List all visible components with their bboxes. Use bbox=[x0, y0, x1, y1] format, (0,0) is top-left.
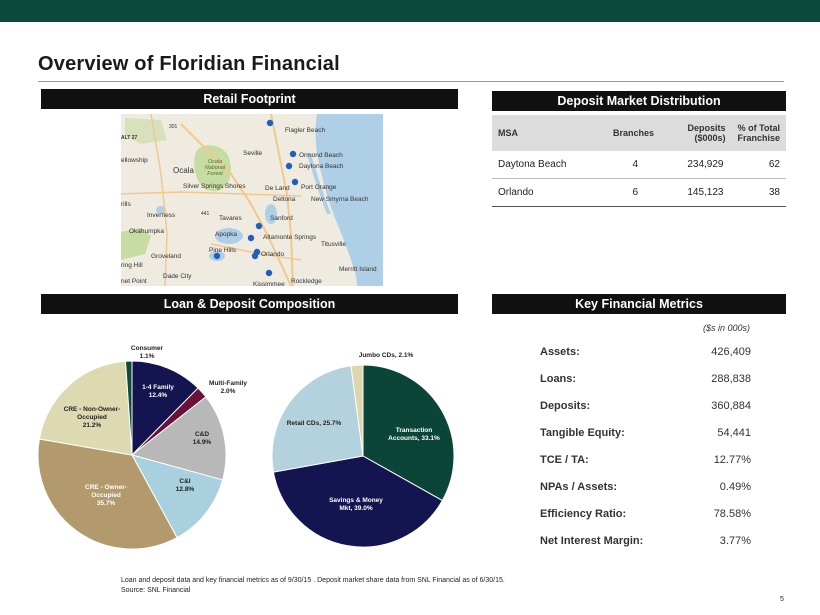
top-banner bbox=[0, 0, 820, 22]
pie-data-label: CRE - Owner- Occupied 35.7% bbox=[85, 484, 127, 507]
metric-value: 3.77% bbox=[719, 535, 751, 547]
metric-value: 288,838 bbox=[711, 373, 751, 385]
metric-row bbox=[540, 535, 751, 549]
map-label: Pine Hills bbox=[209, 247, 237, 254]
metric-row bbox=[540, 481, 751, 495]
pie-data-label: Savings & Money Mkt, 39.0% bbox=[329, 497, 383, 512]
metric-value: 0.49% bbox=[719, 481, 751, 493]
table-cell: 145,123 bbox=[687, 187, 724, 198]
map-label: Groveland bbox=[151, 253, 181, 260]
pie-data-label: C&D 14.9% bbox=[192, 431, 212, 446]
metric-label: TCE / TA: bbox=[540, 454, 589, 466]
col-pct-franchise: % of Total Franchise bbox=[731, 115, 786, 151]
branch-marker bbox=[256, 223, 262, 229]
map-label: Titusville bbox=[321, 241, 347, 248]
metric-row bbox=[540, 400, 751, 414]
branch-marker bbox=[286, 163, 292, 169]
map-label: New Smyrna Beach bbox=[311, 196, 369, 203]
deposit-market-header: Deposit Market Distribution bbox=[492, 91, 786, 111]
map-label: Ormond Beach bbox=[299, 152, 343, 159]
key-metrics-header: Key Financial Metrics bbox=[492, 294, 786, 314]
pie-slice-retail-cds bbox=[272, 366, 363, 472]
page-number: 5 bbox=[780, 596, 784, 603]
table-cell: 38 bbox=[768, 187, 780, 198]
map-label: Inverness bbox=[147, 212, 176, 219]
map-label: Tavares bbox=[219, 215, 242, 222]
table-row bbox=[492, 179, 786, 207]
map-label: Ocala bbox=[173, 166, 194, 175]
map-label: Ocala National Forest bbox=[204, 159, 226, 177]
col-msa: MSA bbox=[492, 115, 589, 151]
table-cell: 6 bbox=[632, 187, 639, 198]
map-label: Kissimmee bbox=[253, 281, 285, 286]
metric-value: 360,884 bbox=[711, 400, 751, 412]
metric-label: Assets: bbox=[540, 346, 580, 358]
map-label: Altamonte Springs bbox=[263, 234, 317, 241]
pie-data-label: Multi-Family 2.0% bbox=[209, 380, 247, 395]
col-deposits: Deposits ($000s) bbox=[660, 115, 731, 151]
table-row bbox=[492, 151, 786, 179]
map-label: Sanford bbox=[270, 215, 293, 222]
metric-label: NPAs / Assets: bbox=[540, 481, 618, 493]
metric-label: Net Interest Margin: bbox=[540, 535, 644, 547]
retail-footprint-header: Retail Footprint bbox=[41, 89, 458, 109]
map-label: Merritt Island bbox=[339, 266, 377, 273]
title-divider bbox=[38, 81, 784, 82]
table-cell: 4 bbox=[589, 151, 660, 179]
map-label: Orlando bbox=[261, 251, 285, 258]
map-label: ring Hill bbox=[121, 262, 143, 269]
table-cell: 62 bbox=[731, 151, 786, 179]
branch-marker bbox=[292, 179, 298, 185]
table-cell: Orlando bbox=[498, 187, 534, 198]
pie-data-label: Jumbo CDs, 2.1% bbox=[358, 352, 414, 359]
map-label: rills bbox=[121, 201, 131, 208]
branch-marker bbox=[267, 120, 273, 126]
metric-label: Loans: bbox=[540, 373, 577, 385]
table-cell: 234,929 bbox=[660, 151, 731, 179]
metric-label: Tangible Equity: bbox=[540, 427, 625, 439]
table-header-row bbox=[492, 115, 786, 151]
footnote-source: Source: SNL Financial bbox=[121, 587, 191, 594]
pie-data-label: Transaction Accounts, 33.1% bbox=[388, 427, 440, 442]
branch-marker bbox=[248, 235, 254, 241]
map-label: Port Orange bbox=[301, 184, 337, 191]
branch-marker bbox=[252, 253, 258, 259]
map-label: ellowship bbox=[121, 157, 148, 164]
deposit-market-table bbox=[492, 115, 786, 207]
map-label: Rockledge bbox=[291, 278, 322, 285]
loan-composition-pie bbox=[30, 340, 240, 555]
branch-marker bbox=[266, 270, 272, 276]
map-label: Deltona bbox=[273, 196, 296, 203]
metric-row bbox=[540, 346, 751, 360]
metric-label: Efficiency Ratio: bbox=[540, 508, 627, 520]
branch-marker bbox=[290, 151, 296, 157]
footnote-line-1: Loan and deposit data and key financial metrics as of 9/30/15 . Deposit market share data from SNL Financial as of 6/30/15. bbox=[121, 577, 505, 584]
map-label: Daytona Beach bbox=[299, 163, 344, 170]
map-label: Okahumpka bbox=[129, 228, 165, 235]
deposit-composition-pie bbox=[262, 355, 467, 555]
pie-data-label: 1-4 Family 12.4% bbox=[142, 384, 174, 399]
metric-value: 426,409 bbox=[711, 346, 751, 358]
map-label: Seville bbox=[243, 150, 263, 157]
metric-row bbox=[540, 454, 751, 468]
metric-value: 78.58% bbox=[713, 508, 751, 520]
col-branches: Branches bbox=[589, 115, 660, 151]
pie-data-label: Consumer 1.1% bbox=[130, 345, 164, 360]
pie-data-label: Retail CDs, 25.7% bbox=[286, 420, 342, 427]
metric-value: 54,441 bbox=[717, 427, 751, 439]
metric-value: 12.77% bbox=[713, 454, 751, 466]
map-label: Apopka bbox=[215, 231, 238, 238]
pie-data-label: CRE - Non-Owner- Occupied 21.2% bbox=[63, 406, 121, 429]
metrics-unit-note: ($s in 000s) bbox=[703, 323, 751, 333]
map-label: 301 bbox=[169, 124, 178, 130]
map-label: Silver Springs Shores bbox=[183, 183, 246, 190]
metric-row bbox=[540, 373, 751, 387]
pie-data-label: C&I 12.8% bbox=[175, 478, 195, 493]
metric-row bbox=[540, 427, 751, 441]
table-cell: Daytona Beach bbox=[492, 151, 589, 179]
metric-label: Deposits: bbox=[540, 400, 591, 412]
map-label: Flagler Beach bbox=[285, 127, 326, 134]
map-label: ALT 27 bbox=[121, 135, 138, 141]
map-label: 441 bbox=[201, 211, 210, 217]
map-label: De Land bbox=[265, 185, 290, 192]
florida-branch-map bbox=[121, 114, 383, 286]
map-label: net Point bbox=[121, 278, 147, 285]
metric-row bbox=[540, 508, 751, 522]
loan-deposit-header: Loan & Deposit Composition bbox=[41, 294, 458, 314]
map-label: Dade City bbox=[163, 273, 192, 280]
page-title: Overview of Floridian Financial bbox=[38, 53, 340, 75]
